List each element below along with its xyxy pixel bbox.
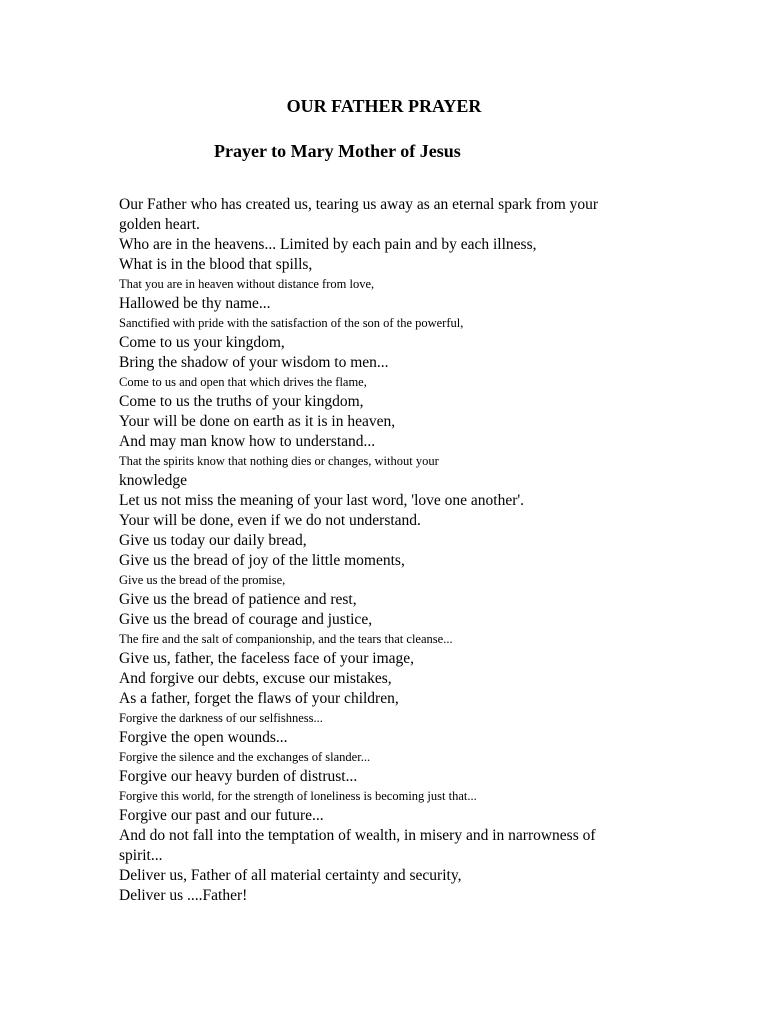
prayer-line: Who are in the heavens... Limited by each pain and by each illness, bbox=[119, 236, 537, 253]
prayer-line: Come to us your kingdom, bbox=[119, 334, 285, 351]
prayer-line: Our Father who has created us, tearing us away as an eternal spark from your bbox=[119, 196, 599, 213]
prayer-line: knowledge bbox=[119, 472, 188, 489]
prayer-line: Hallowed be thy name... bbox=[119, 295, 271, 312]
prayer-line: That you are in heaven without distance from love, bbox=[119, 277, 375, 291]
prayer-line: And forgive our debts, excuse our mistakes, bbox=[119, 670, 392, 687]
prayer-line: Let us not miss the meaning of your last word, 'love one another'. bbox=[119, 492, 525, 509]
prayer-line: Give us the bread of courage and justice, bbox=[119, 611, 373, 628]
prayer-line: Give us the bread of patience and rest, bbox=[119, 591, 357, 608]
prayer-line: Forgive the darkness of our selfishness... bbox=[119, 711, 323, 725]
prayer-line: Forgive our heavy burden of distrust... bbox=[119, 768, 358, 785]
prayer-line: What is in the blood that spills, bbox=[119, 256, 313, 273]
prayer-line: As a father, forget the flaws of your children, bbox=[119, 690, 399, 707]
prayer-line: Forgive our past and our future... bbox=[119, 807, 324, 824]
prayer-line: Give us the bread of joy of the little moments, bbox=[119, 552, 405, 569]
prayer-line: Bring the shadow of your wisdom to men... bbox=[119, 354, 389, 371]
prayer-line: That the spirits know that nothing dies or changes, without your bbox=[119, 454, 439, 468]
prayer-line: Forgive this world, for the strength of loneliness is becoming just that... bbox=[119, 789, 477, 803]
prayer-line: Give us, father, the faceless face of your image, bbox=[119, 650, 415, 667]
prayer-line: Forgive the silence and the exchanges of slander... bbox=[119, 750, 371, 764]
prayer-line: Come to us and open that which drives the flame, bbox=[119, 375, 367, 389]
document-title: OUR FATHER PRAYER bbox=[286, 96, 482, 116]
prayer-line: And may man know how to understand... bbox=[119, 433, 376, 450]
prayer-line: The fire and the salt of companionship, and the tears that cleanse... bbox=[119, 632, 453, 646]
prayer-line: Deliver us ....Father! bbox=[119, 887, 248, 904]
prayer-line: Forgive the open wounds... bbox=[119, 729, 288, 746]
prayer-line: Sanctified with pride with the satisfaction of the son of the powerful, bbox=[119, 316, 464, 330]
prayer-line: Come to us the truths of your kingdom, bbox=[119, 393, 364, 410]
prayer-line: golden heart. bbox=[119, 216, 200, 233]
prayer-line: Deliver us, Father of all material certainty and security, bbox=[119, 867, 462, 884]
prayer-line: And do not fall into the temptation of wealth, in misery and in narrowness of bbox=[119, 827, 596, 844]
prayer-line: Your will be done, even if we do not understand. bbox=[119, 512, 421, 529]
prayer-body bbox=[119, 195, 679, 906]
prayer-line: Give us the bread of the promise, bbox=[119, 573, 286, 587]
document-subtitle: Prayer to Mary Mother of Jesus bbox=[214, 141, 461, 161]
prayer-line: Give us today our daily bread, bbox=[119, 532, 307, 549]
prayer-line: spirit... bbox=[119, 847, 163, 864]
prayer-line: Your will be done on earth as it is in heaven, bbox=[119, 413, 396, 430]
